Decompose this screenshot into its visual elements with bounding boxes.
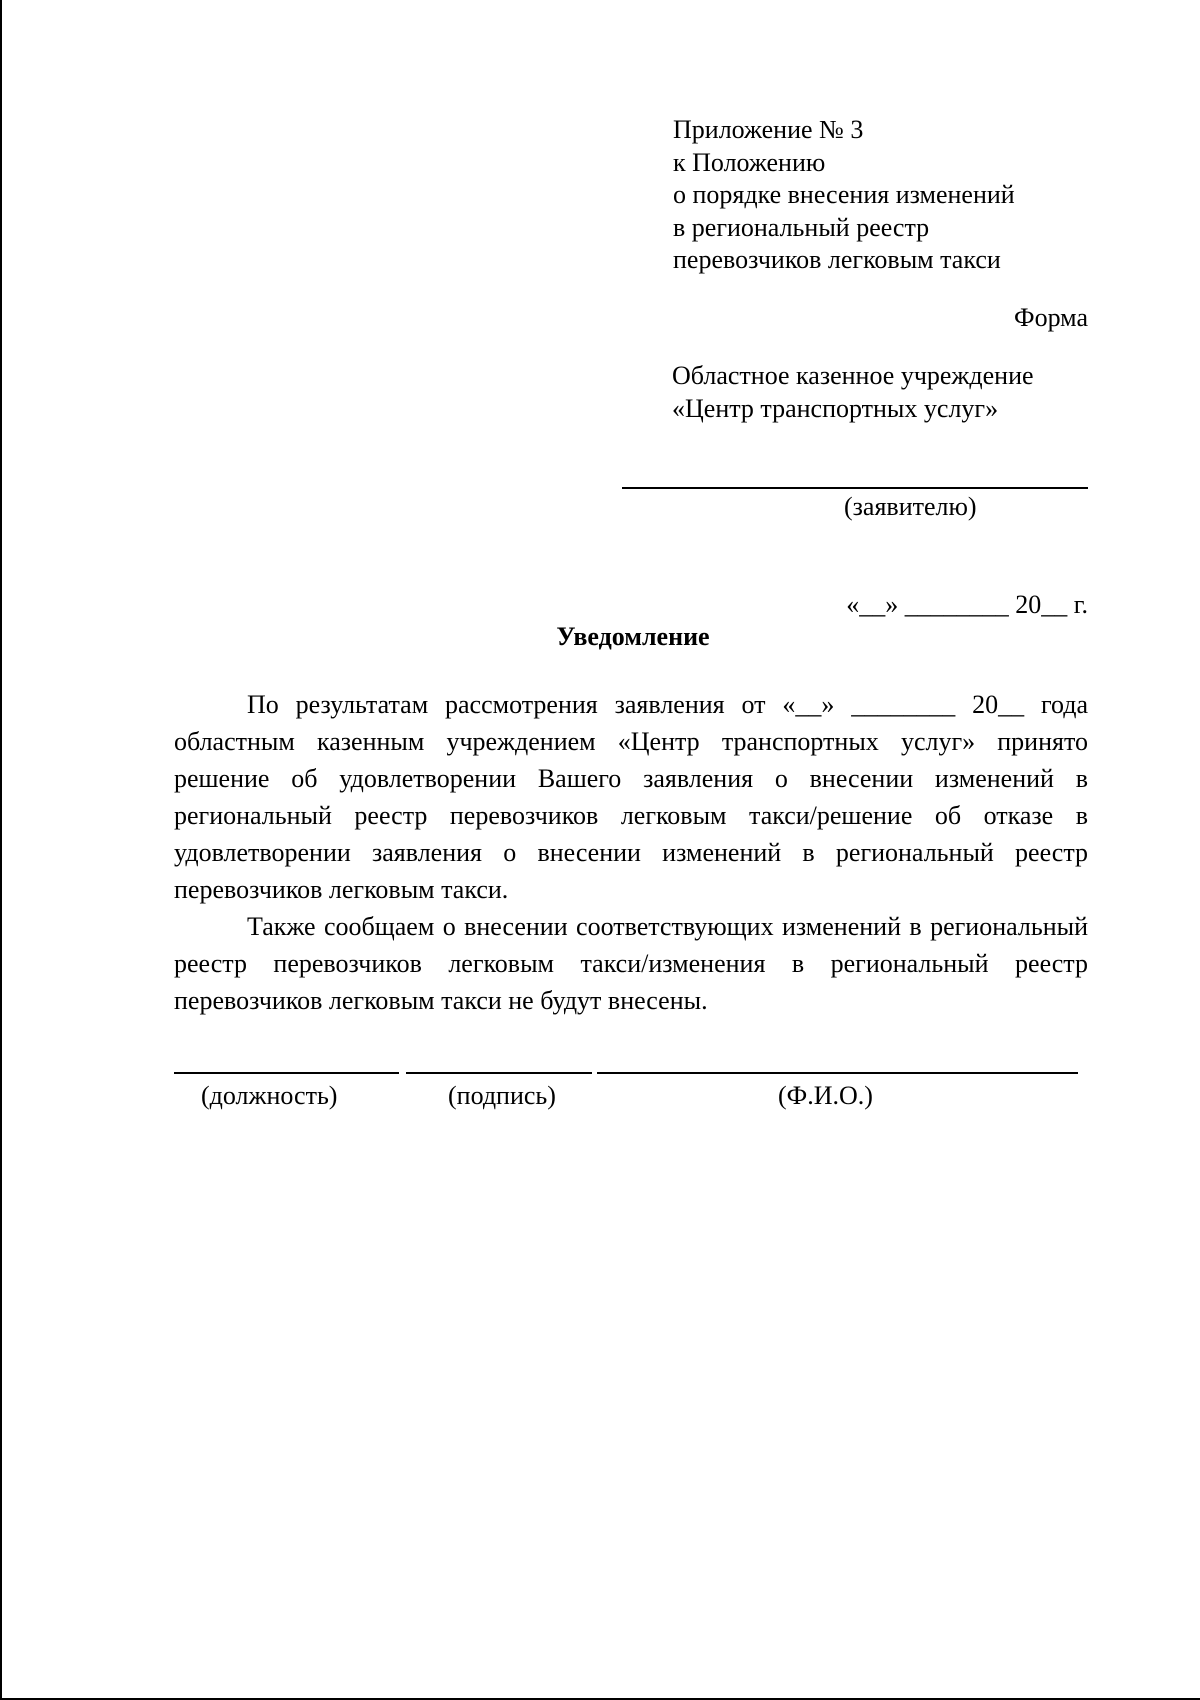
header-line: в региональный реестр [673,212,930,242]
applicant-caption: (заявителю) [844,492,977,521]
notification-body [174,686,1088,1019]
organization-line: «Центр транспортных услуг» [672,393,999,423]
sender-organization [672,360,1034,425]
signature-blank-line [406,1072,592,1074]
header-line: к Положению [673,147,826,177]
applicant-blank-line [622,487,1088,489]
page-border-left [0,0,2,1700]
header-line: перевозчиков легковым такси [673,245,1001,274]
organization-line: Областное казенное учреждение [672,361,1034,390]
header-line: о порядке внесения изменений [673,180,1015,209]
date-field: «__» ________ 20__ г. [846,590,1088,619]
body-paragraph: По результатам рассмотрения заявления от «__» ________ 20__ года областным казенным учреждением «Центр транспортных услуг» принято решение об удовлетворении Вашего заявления о внесении изменений в региональный реестр перевозчиков легковым такси/решение об отказе в удовлетворении заявления о внесении изменений в региональный реестр перевозчиков легковым такси. [174,690,1088,904]
form-label: Форма [1014,303,1088,332]
position-blank-line [174,1072,399,1074]
appendix-header [673,114,1015,277]
name-caption: (Ф.И.О.) [778,1081,873,1110]
signature-caption: (подпись) [448,1081,556,1110]
document-title: Уведомление [556,622,710,651]
body-paragraph: Также сообщаем о внесении соответствующих изменений в региональный реестр перевозчиков легковым такси/изменения в региональный реестр перевозчиков легковым такси не будут внесены. [174,912,1088,1015]
header-line: Приложение № 3 [673,115,864,144]
name-blank-line [597,1072,1078,1074]
position-caption: (должность) [201,1081,338,1110]
